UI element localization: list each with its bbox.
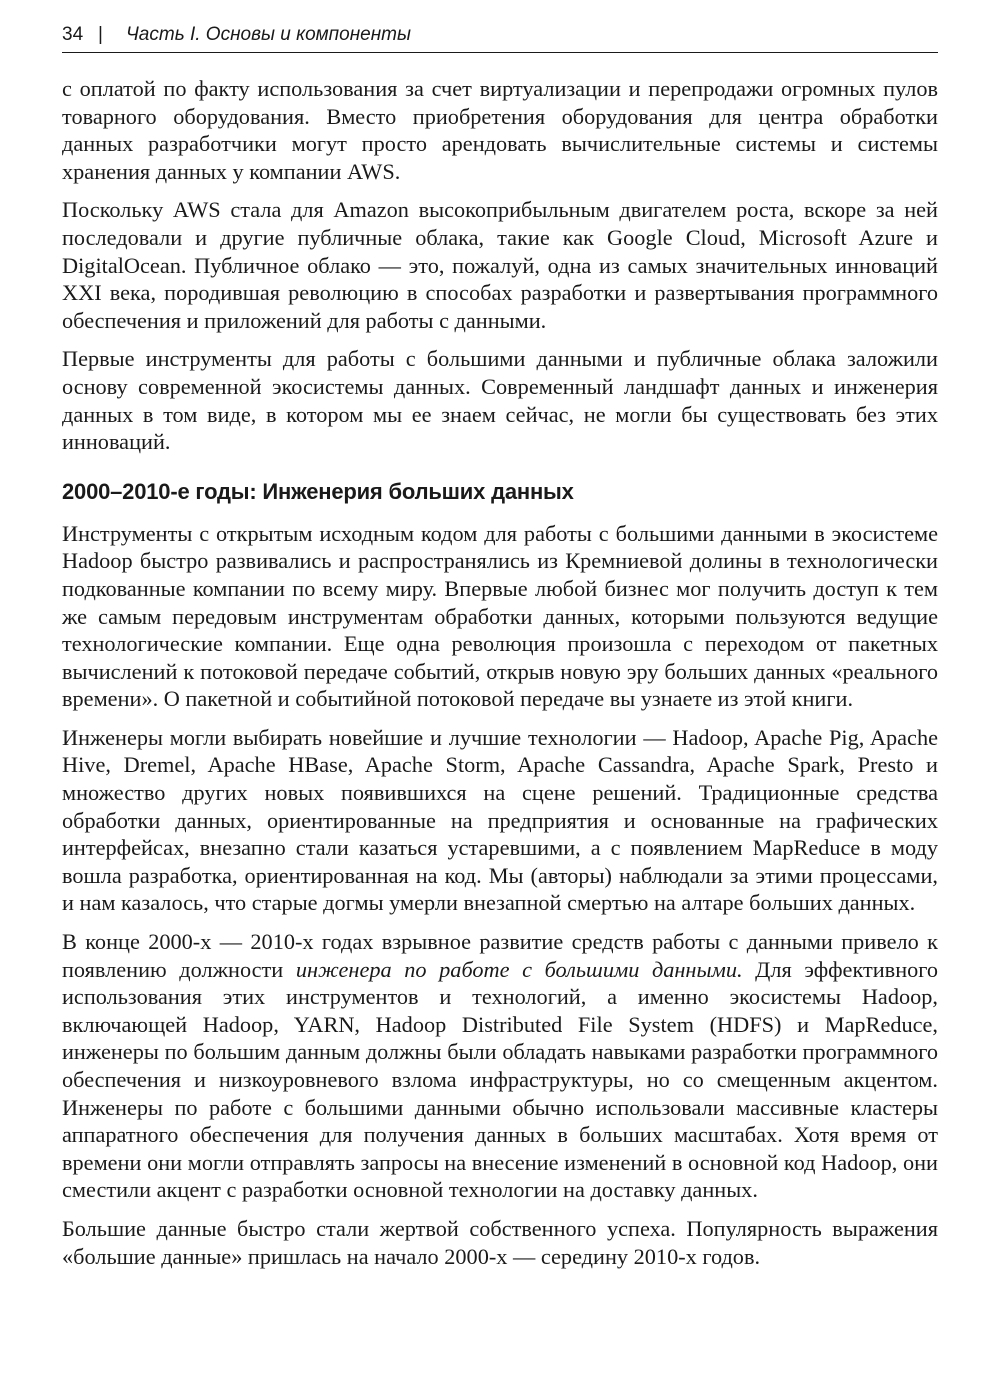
section-heading: 2000–2010-е годы: Инженерия больших данных (62, 478, 574, 504)
page-body (62, 75, 938, 1270)
emphasized-term: инженера по работе с большими данными. (295, 956, 743, 982)
paragraph-big-data-success: Большие данные быстро стали жертвой собственного успеха. Популярность выражения «большие данные» пришлась на начало 2000-х — середину 2010-х годов. (62, 1215, 938, 1269)
running-header (62, 24, 938, 53)
paragraph-continued: с оплатой по факту использования за счет виртуализации и перепродажи огромных пулов товарного оборудования. Вместо приобретения оборудования для центра обработки данных разработчики могут просто арендовать вычислительные системы и системы хранения данных у компании AWS. (62, 76, 938, 184)
paragraph-text-start: В конце 2000-х — 2010-х годах взрывное развитие средств работы с данными привело к появлению должности (62, 929, 938, 982)
paragraph-public-clouds: Поскольку AWS стала для Amazon высокоприбыльным двигателем роста, вскоре за ней последовали и другие публичные облака, такие как Google Cloud, Microsoft Azure и DigitalOcean. Публичное облако — это, пожалуй, одна из самых значительных инноваций XXI века, породившая революцию в способах разработки и развертывания программного обеспечения и приложений для работы с данными. (62, 197, 938, 333)
paragraph-big-data-engineer (62, 928, 938, 1204)
page-number: 34 (62, 24, 84, 45)
paragraph-text-end: Для эффективного использования этих инструментов и технологий, а именно экосистемы Hadoop, включающей Hadoop, YARN, Hadoop Distributed File System (HDFS) и MapReduce, инженеры по большим данным должны были обладать навыками разработки программного обеспечения и низкоуровневого взлома инфраструктуры, но со смещенным акцентом. Инженеры по работе с большими данными обычно использовали массивные кластеры аппаратного обеспечения для получения данных в больших масштабах. Хотя время от времени они могли отправлять запросы на внесение изменений в основной код Hadoop, они сместили акцент с разработки основной технологии на доставку данных. (62, 956, 939, 1203)
paragraph-big-data-foundation: Первые инструменты для работы с большими данными и публичные облака заложили основу современной экосистемы данных. Современный ландшафт данных и инженерия данных в том виде, в котором мы ее знаем сейчас, не могли бы существовать без этих инноваций. (62, 346, 938, 455)
paragraph-engineers-tools: Инженеры могли выбирать новейшие и лучшие технологии — Hadoop, Apache Pig, Apache Hive, Dremel, Apache HBase, Apache Storm, Apache Cassandra, Apache Spark, Presto и множество других новых появившихся на сцене решений. Традиционные средства обработки данных, ориентированные на предприятия и основанные на графических интерфейсах, внезапно стали казаться устаревшими, а с появлением MapReduce в моду вошла разработка, ориентированная на код. Мы (авторы) наблюдали за этими процессами, и нам казалось, что старые догмы умерли внезапной смертью на алтаре больших данных. (62, 724, 938, 916)
paragraph-hadoop-ecosystem: Инструменты с открытым исходным кодом для работы с большими данными в экосистеме Hadoop быстро развивались и распространялись из Кремниевой долины в технологически подкованные компании по всему миру. Впервые любой бизнес мог получить доступ к тем же самым передовым инструментам обработки данных, которыми пользуются ведущие технологические компании. Еще одна революция произошла с переходом от пакетных вычислений к потоковой передаче событий, открыв новую эру больших данных «реального времени». О пакетной и событийной потоковой передаче вы узнаете из этой книги. (62, 520, 938, 712)
part-title: Часть I. Основы и компоненты (126, 24, 411, 45)
header-separator: | (98, 24, 103, 45)
book-page (62, 24, 938, 1281)
